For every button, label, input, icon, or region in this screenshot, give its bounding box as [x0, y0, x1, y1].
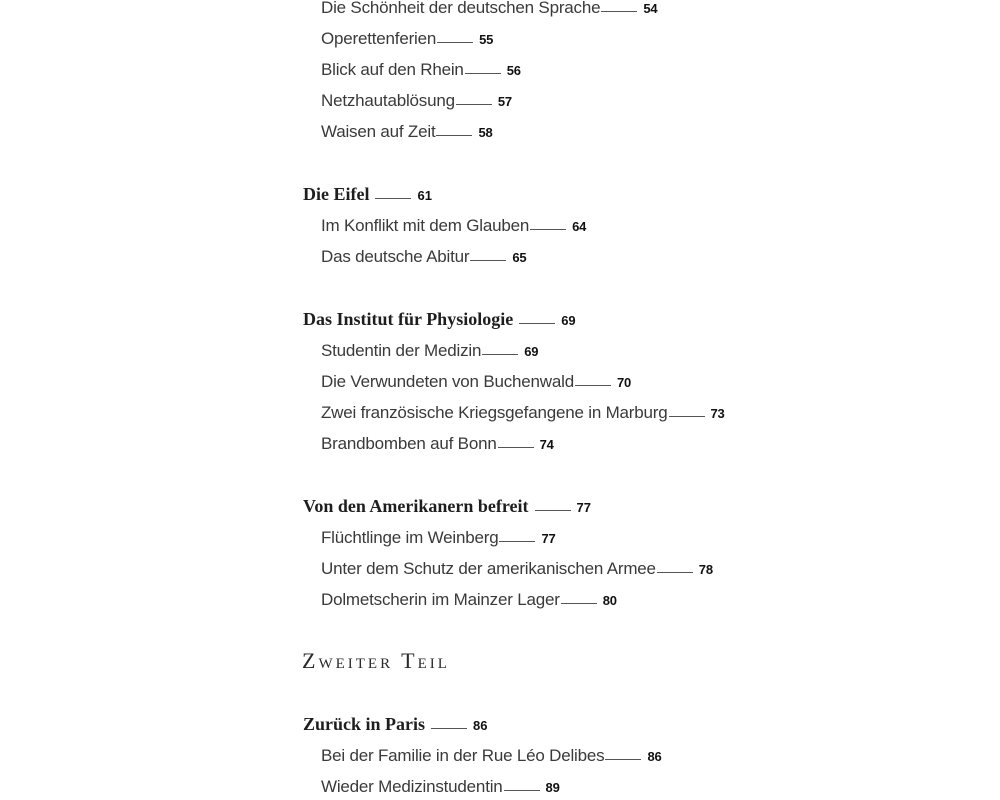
toc-entry-title: Studentin der Medizin: [321, 341, 482, 360]
toc-page-number: 58: [478, 125, 493, 140]
toc-entry-title: Unter dem Schutz der amerikanischen Armee: [321, 559, 656, 578]
toc-page-number: 73: [710, 406, 725, 421]
toc-entry: [321, 372, 631, 392]
toc-page-number: 69: [524, 344, 539, 359]
toc-entry: [321, 434, 554, 454]
toc-entry: [321, 746, 662, 766]
toc-page-number: 64: [572, 219, 587, 234]
toc-entry: [321, 341, 538, 361]
toc-chapter: [303, 309, 576, 330]
leader-line: [669, 416, 705, 417]
leader-line: [657, 572, 693, 573]
toc-entry: [321, 559, 713, 579]
toc-entry: [321, 60, 521, 80]
toc-page-number: 89: [545, 780, 560, 795]
toc-entry-title: Das deutsche Abitur: [321, 247, 470, 266]
toc-entry: [321, 528, 556, 548]
toc-page-number: 77: [576, 500, 591, 515]
toc-entry: [321, 122, 493, 142]
toc-entry: [321, 247, 526, 267]
toc-page-number: 54: [643, 1, 658, 16]
toc-page-number: 74: [539, 437, 554, 452]
toc-entry-title: Netzhautablösung: [321, 91, 455, 110]
leader-line: [436, 135, 472, 136]
leader-line: [530, 229, 566, 230]
leader-line: [605, 759, 641, 760]
leader-line: [456, 104, 492, 105]
toc-page-number: 65: [512, 250, 527, 265]
toc-page-number: 57: [497, 94, 512, 109]
leader-line: [470, 260, 506, 261]
toc-entry-title: Waisen auf Zeit: [321, 122, 436, 141]
toc-chapter-title: Die Eifel: [303, 184, 370, 204]
toc-entry-title: Wieder Medizinstudentin: [321, 777, 503, 796]
toc-entry: [321, 216, 586, 236]
toc-entry-title: Operettenferien: [321, 29, 437, 48]
toc-chapter-title: Zurück in Paris: [303, 714, 426, 734]
toc-entry-title: Im Konflikt mit dem Glauben: [321, 216, 530, 235]
toc-page-number: 70: [616, 375, 632, 390]
leader-line: [601, 11, 637, 12]
toc-entry: [321, 29, 493, 49]
toc-entry-title: Die Schönheit der deutschen Sprache: [321, 0, 601, 17]
toc-entry: [321, 403, 725, 423]
toc-entry-title: Blick auf den Rhein: [321, 60, 464, 79]
toc-page-number: 78: [698, 562, 713, 577]
leader-line: [575, 385, 611, 386]
toc-entry-title: Die Verwundeten von Buchenwald: [321, 372, 574, 391]
leader-line: [504, 790, 540, 791]
leader-line: [431, 728, 467, 729]
toc-entry-title: Bei der Familie in der Rue Léo Delibes: [321, 746, 605, 765]
leader-line: [437, 42, 473, 43]
toc-chapter: [303, 184, 432, 205]
leader-line: [499, 541, 535, 542]
toc-chapter-title: Das Institut für Physiologie: [303, 309, 514, 329]
toc-page-number: 86: [473, 718, 488, 733]
toc-page-number: 61: [417, 188, 432, 203]
toc-chapter-title: Von den Amerikanern befreit: [303, 496, 529, 516]
toc-entry: [321, 590, 617, 610]
toc-entry-title: Zwei französische Kriegsgefangene in Marburg: [321, 403, 668, 422]
toc-entry: [321, 91, 512, 111]
toc-page-number: 69: [561, 313, 576, 328]
toc-entry-title: Brandbomben auf Bonn: [321, 434, 497, 453]
leader-line: [561, 603, 597, 604]
leader-line: [519, 323, 555, 324]
leader-line: [465, 73, 501, 74]
toc-chapter: [303, 714, 488, 735]
toc-chapter: [303, 496, 591, 517]
toc-page-number: 55: [479, 32, 494, 47]
toc-entry-title: Dolmetscherin im Mainzer Lager: [321, 590, 560, 609]
toc-page-number: 56: [506, 63, 521, 78]
leader-line: [498, 447, 534, 448]
leader-line: [375, 198, 411, 199]
leader-line: [535, 510, 571, 511]
part-heading: Zweiter Teil: [302, 648, 450, 673]
toc-page-number: 86: [647, 749, 662, 764]
toc-entry-title: Flüchtlinge im Weinberg: [321, 528, 499, 547]
leader-line: [482, 354, 518, 355]
toc-page-number: 80: [602, 593, 617, 608]
toc-entry: [321, 0, 657, 18]
toc-entry: [321, 777, 560, 797]
toc-page-number: 77: [541, 531, 556, 546]
